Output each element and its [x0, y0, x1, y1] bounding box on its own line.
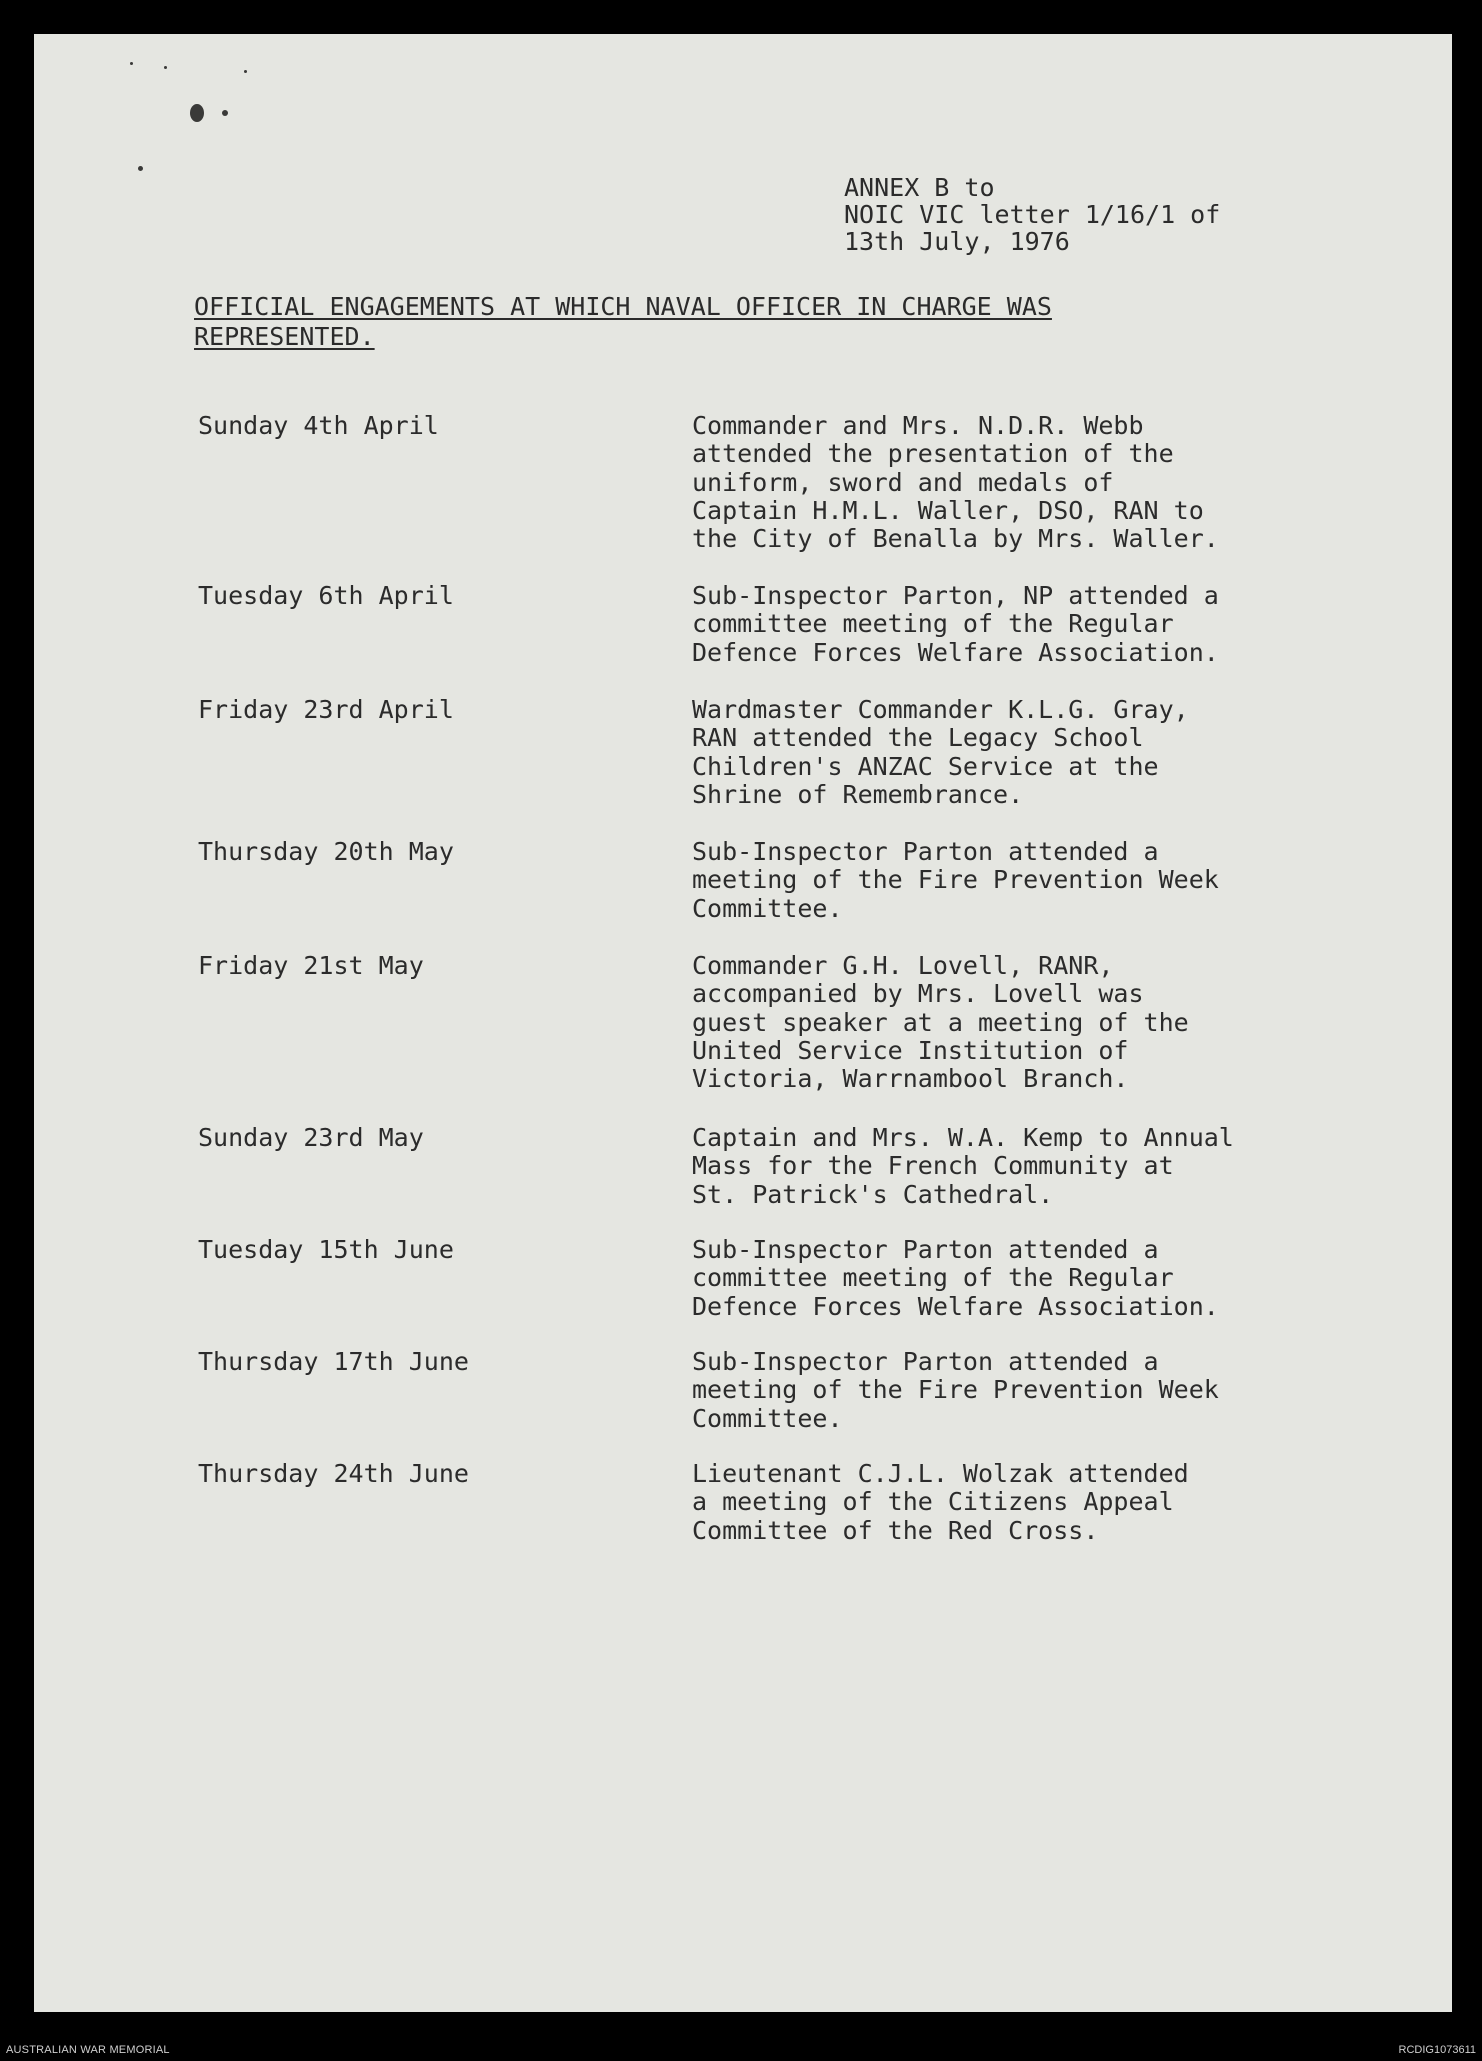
description-line: Committee.: [692, 893, 843, 923]
heading-line: REPRESENTED.: [194, 322, 375, 351]
annex-line: 13th July, 1976: [844, 227, 1070, 256]
annex-reference: [844, 174, 1220, 255]
description-line: meeting of the Fire Prevention Week: [692, 865, 1219, 895]
description-line: Shrine of Remembrance.: [692, 779, 1024, 809]
description-line: guest speaker at a meeting of the: [692, 1007, 1189, 1037]
engagement-description: [692, 1348, 1219, 1433]
punch-hole-mark: [130, 62, 133, 65]
annex-line: NOIC VIC letter 1/16/1 of: [844, 200, 1221, 229]
heading-line: OFFICIAL ENGAGEMENTS AT WHICH NAVAL OFFICER IN CHARGE WAS: [194, 292, 1052, 321]
engagement-description: [692, 1460, 1189, 1545]
description-line: Captain and Mrs. W.A. Kemp to Annual: [692, 1123, 1234, 1152]
engagement-date: Friday 23rd April: [198, 695, 454, 724]
engagement-description: [692, 1124, 1234, 1209]
description-line: Captain H.M.L. Waller, DSO, RAN to: [692, 495, 1204, 525]
description-line: Committee of the Red Cross.: [692, 1515, 1099, 1545]
document-page: [34, 34, 1452, 2012]
punch-hole-mark: [222, 110, 228, 116]
description-line: uniform, sword and medals of: [692, 467, 1114, 497]
description-line: Commander G.H. Lovell, RANR,: [692, 951, 1114, 980]
description-line: the City of Benalla by Mrs. Waller.: [692, 524, 1219, 554]
engagement-date: Friday 21st May: [198, 951, 424, 980]
description-line: Defence Forces Welfare Association.: [692, 637, 1219, 667]
punch-hole-mark: [244, 70, 247, 73]
description-line: accompanied by Mrs. Lovell was: [692, 979, 1144, 1009]
description-line: attended the presentation of the: [692, 439, 1174, 469]
description-line: United Service Institution of: [692, 1035, 1129, 1065]
description-line: Sub-Inspector Parton attended a: [692, 837, 1159, 866]
description-line: Committee.: [692, 1403, 843, 1433]
engagement-date: Sunday 23rd May: [198, 1123, 424, 1152]
engagement-description: [692, 838, 1219, 923]
archive-id: RCDIG1073611: [1398, 2044, 1476, 2056]
engagement-date: Tuesday 15th June: [198, 1235, 454, 1264]
engagement-date: Sunday 4th April: [198, 411, 439, 440]
description-line: Wardmaster Commander K.L.G. Gray,: [692, 695, 1189, 724]
description-line: Sub-Inspector Parton attended a: [692, 1347, 1159, 1376]
description-line: committee meeting of the Regular: [692, 1263, 1174, 1293]
engagement-date: Thursday 24th June: [198, 1459, 469, 1488]
engagement-description: [692, 696, 1189, 809]
engagement-description: [692, 412, 1219, 553]
punch-hole-mark: [190, 104, 204, 122]
description-line: Defence Forces Welfare Association.: [692, 1291, 1219, 1321]
description-line: Sub-Inspector Parton, NP attended a: [692, 581, 1219, 610]
description-line: Commander and Mrs. N.D.R. Webb: [692, 411, 1144, 440]
engagement-description: [692, 952, 1189, 1093]
description-line: Mass for the French Community at: [692, 1151, 1174, 1181]
description-line: meeting of the Fire Prevention Week: [692, 1375, 1219, 1405]
description-line: St. Patrick's Cathedral.: [692, 1179, 1054, 1209]
description-line: Children's ANZAC Service at the: [692, 751, 1159, 781]
engagement-description: [692, 582, 1219, 667]
engagement-description: [692, 1236, 1219, 1321]
description-line: a meeting of the Citizens Appeal: [692, 1487, 1174, 1517]
engagement-date: Thursday 17th June: [198, 1347, 469, 1376]
description-line: committee meeting of the Regular: [692, 609, 1174, 639]
document-heading: [194, 292, 1194, 352]
annex-line: ANNEX B to: [844, 173, 995, 202]
punch-hole-mark: [164, 66, 167, 69]
engagement-date: Tuesday 6th April: [198, 581, 454, 610]
punch-hole-mark: [138, 166, 143, 171]
description-line: Lieutenant C.J.L. Wolzak attended: [692, 1459, 1189, 1488]
engagement-date: Thursday 20th May: [198, 837, 454, 866]
description-line: Victoria, Warrnambool Branch.: [692, 1064, 1129, 1094]
description-line: RAN attended the Legacy School: [692, 723, 1144, 753]
description-line: Sub-Inspector Parton attended a: [692, 1235, 1159, 1264]
archive-credit: AUSTRALIAN WAR MEMORIAL: [6, 2044, 170, 2056]
